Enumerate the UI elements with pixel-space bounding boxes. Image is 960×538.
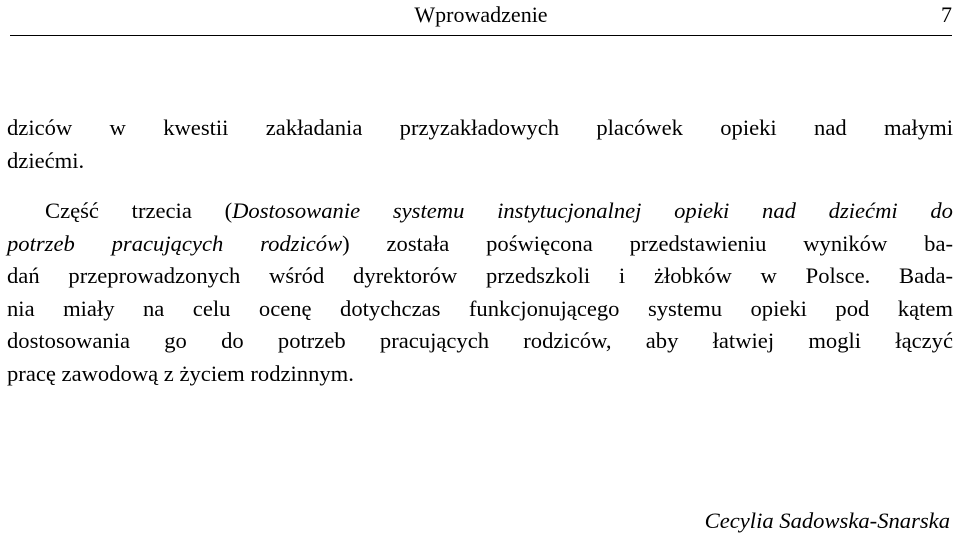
header-rule bbox=[10, 35, 952, 36]
text-line bbox=[7, 228, 953, 261]
paragraph-continuation bbox=[7, 112, 953, 177]
running-head bbox=[10, 2, 952, 30]
text-line: dań przeprowadzonych wśród dyrektorów przedszkoli i żłobków w Polsce. Bada- bbox=[7, 263, 953, 289]
text-line: dziećmi. bbox=[7, 147, 85, 173]
text-line: pracę zawodową z życiem rodzinnym. bbox=[7, 360, 354, 386]
italic-title-run: Dostosowanie systemu instytucjonalnej opieki nad dziećmi do bbox=[232, 198, 953, 223]
paragraph-part-three bbox=[7, 195, 953, 391]
page-number: 7 bbox=[941, 2, 952, 27]
text-run: Część trzecia ( bbox=[45, 198, 233, 223]
text-line: dostosowania go do potrzeb pracujących rodziców, aby łatwiej mogli łączyć bbox=[7, 328, 953, 354]
text-line bbox=[7, 195, 953, 228]
author-signature: Cecylia Sadowska-Snarska bbox=[704, 508, 950, 533]
chapter-title: Wprowadzenie bbox=[414, 2, 548, 27]
italic-title-run: potrzeb pracujących rodziców bbox=[7, 230, 343, 256]
text-line: dziców w kwestii zakładania przyzakładowych placówek opieki nad małymi bbox=[7, 115, 953, 140]
text-run: ) została poświęcona przedstawieniu wyników ba- bbox=[342, 230, 953, 256]
text-line: nia miały na celu ocenę dotychczas funkcjonującego systemu opieki pod kątem bbox=[7, 295, 953, 321]
